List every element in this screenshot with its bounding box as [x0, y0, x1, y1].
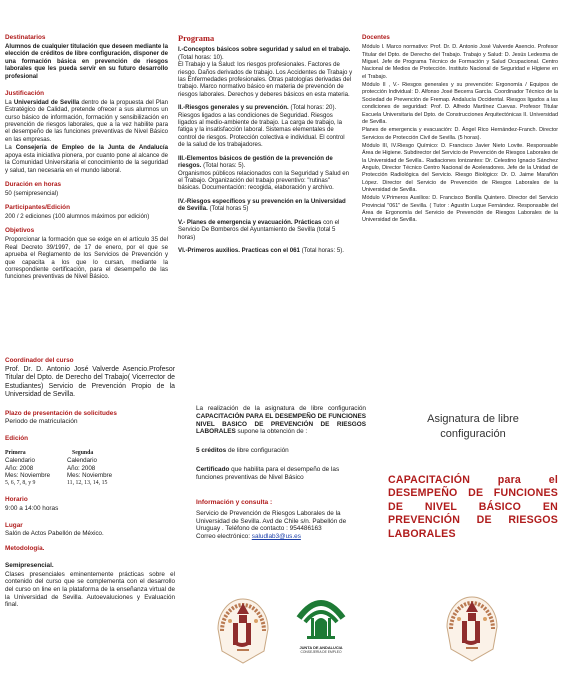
duracion-heading: Duración en horas: [5, 180, 62, 188]
text-run-bold: Certificado: [196, 466, 230, 474]
cover-title-line-2: DESEMPEÑO DE FUNCIONES: [388, 487, 558, 500]
edicion-days: 5, 6, 7, 8, y 9: [5, 479, 36, 486]
text-run: que habilita para el desempeño de las funciones preventivas de Nivel Básico: [196, 466, 340, 481]
edicion-segunda: [65, 450, 145, 487]
destinatarios-heading: Destinatarios: [5, 34, 46, 41]
duracion-text: 50 (semipresencial): [5, 189, 59, 197]
docentes-column: [362, 34, 558, 225]
docentes-planes: Planes de emergencia y evacuación: D. Ángel Rico Hernández-Franch. Director Servicios de Protección Civil de Sevilla. (5 horas).: [362, 127, 558, 141]
modulo-6-hours: (Total horas: 5).: [299, 246, 344, 254]
text-run: dentro de la propuesta del Plan Estratégico de Calidad, pretende ofrecer a sus alumnos un curso básico de información, formación y sensibilización en prevención de riesgos laborales, que a la vez habilite para el desempeño de las funciones preventivas de Nivel Básico en las empresas.: [5, 98, 168, 143]
justificacion-text-2: [5, 144, 168, 174]
email-link[interactable]: saludlab3@us.es: [251, 533, 301, 541]
plazo-text: Periodo de matriculación: [5, 418, 78, 426]
modulo-3-heading: III.-Elementos básicos de gestión de la prevención de riesgos.: [178, 154, 333, 170]
lugar-text: Salón de Actos Pabellón de México.: [5, 530, 104, 538]
modulo-4-heading: IV.-Riesgos específicos y su prevención en la Universidad de Sevilla.: [178, 197, 346, 213]
text-run-bold: 5 créditos: [196, 447, 227, 455]
info-heading: Información y consulta :: [196, 498, 273, 506]
cover-subtitle: [388, 412, 558, 442]
edicion-year: Año: 2008: [67, 464, 96, 472]
modulo-1-hours: (Total horas: 10).: [178, 53, 224, 61]
text-run: apoya esta iniciativa pionera, por cuanto pone al alcance de la Comunidad Universitaria el conocimiento de la seguridad y salud, tan necesaria en el mundo laboral.: [5, 151, 168, 174]
text-run: La: [5, 98, 14, 106]
edicion-heading: Edición: [5, 435, 29, 443]
universidad-sevilla-logo-cover: [441, 583, 503, 663]
left-column: [5, 34, 168, 281]
programa-column: [178, 34, 353, 254]
modulo-2-hours: (Total horas: 20).: [288, 104, 337, 112]
horario-heading: Horario: [5, 495, 28, 503]
programa-title: Programa: [178, 34, 215, 43]
modulo-3-hours: (Total horas: 5).: [201, 162, 246, 170]
justificacion-text-1: [5, 99, 168, 144]
realizacion-text: [196, 405, 366, 436]
bottom-left-column: [5, 357, 175, 609]
justificacion-heading: Justificación: [5, 89, 45, 97]
edicion-table: [5, 450, 175, 487]
text-run-bold: CAPACITACIÓN PARA EL DESEMPEÑO DE FUNCIONES NIVEL BASICO DE PREVENCIÓN DE RIESGOS LABORALES: [196, 412, 366, 436]
edicion-primera-label: Primera: [5, 450, 26, 457]
cover-title: [388, 474, 558, 542]
docentes-modulo-1: Módulo I. Marco normativo: Prof. Dr. D. Antonio José Valverde Asencio. Profesor Titular del Dpto. de Derecho del Trabajo. Trabajo y Salud: D. Jesús Ledesma de Miguel. Jefe de Programa Técnico de Formación y Salud Ocupacional. Centro Nacional de Medios de Protección. Instituto Nacional de Seguridad e Higiene en el Trabajo.: [362, 44, 558, 80]
modulo-5: [178, 219, 353, 241]
objetivos-heading: Objetivos: [5, 227, 35, 235]
junta-andalucia-logo: [293, 592, 349, 666]
edicion-mes: Mes: Noviembre: [5, 472, 51, 480]
cover-title-line-4: PREVENCIÓN DE RIESGOS: [388, 514, 558, 527]
edicion-mes: Mes: Noviembre: [67, 472, 113, 480]
objetivos-text: Proporcionar la formación que se exige en el artículo 35 del Real Decreto 39/1997, de 17 de enero, por el que se aprueba el Reglamento de los Servicios de Prevención y que capacita a los que lo cursan, mediante la correspondiente certificación, para el desempeño de las funciones preventivas de Nivel Básico.: [5, 236, 168, 281]
cover-subtitle-line-2: configuración: [440, 427, 506, 440]
edicion-year: Año: 2008: [5, 464, 34, 472]
junta-label: JUNTA DE ANDALUCIA: [299, 645, 343, 651]
edicion-primera: [5, 450, 65, 487]
modulo-2-body: Riesgos ligados a las condiciones de Seguridad. Riesgos ligados al medio-ambiente de trabajo. La carga de trabajo, la fatiga y la insatisfacción laboral. Sistemas elementales de control de riesgos. Protección colectiva e individual. El control de la salud de los trabajadores.: [178, 111, 345, 149]
cover-title-line-3: DE NIVEL BÁSICO EN: [388, 500, 558, 513]
modulo-1-body: El Trabajo y la Salud: los riesgos profesionales. Factores de riesgo. Daños derivados de trabajo. Los Accidentes de Trabajo y las Enfermedades profesionales. Otras patologías derivadas del trabajo. Marco normativo básico en materia de prevención de riesgos laborales. Derechos y deberes básicos en esta materia.: [178, 61, 353, 98]
junta-sublabel: CONSEJERÍA DE EMPLEO: [300, 650, 342, 655]
text-run-bold: Universidad de Sevilla: [13, 98, 80, 106]
cover-subtitle-line-1: Asignatura de libre: [427, 413, 519, 425]
text-run: La realización de la asignatura de libre configuración: [196, 405, 366, 412]
plazo-heading: Plazo de presentación de solicitudes: [5, 409, 117, 417]
modulo-3: [178, 155, 353, 192]
text-run-bold: Consejería de Empleo de la Junta de Andalucía: [15, 144, 168, 152]
docentes-modulo-2: Módulo II , V.- Riesgos generales y su prevención: Ergonomía / Equipos de protección Individual: D. Alfonso José Becerra García. Coordinador Técnico de la Sociedad de Prevención de Fremap. Andalucía Occidental. Riesgos ligados a las condiciones de seguridad: Prof. D. Alfredo Martínez Cuevas. Profesor Titular Escuela Universitaria del Dpto. de Construcciones Arquitectónicas II. Universidad de Sevilla.: [362, 82, 558, 125]
modulo-5-body: con el Servicio De Bomberos del Ayuntamiento de Sevilla (total 5 horas): [178, 218, 340, 241]
lugar-heading: Lugar: [5, 521, 23, 529]
text-run: supone la obtención de :: [235, 428, 308, 436]
coordinador-heading: Coordinador del curso: [5, 357, 74, 364]
modulo-1: [178, 46, 353, 98]
horario-text: 9:00 a 14:00 horas: [5, 504, 59, 512]
creditos-text: [196, 447, 366, 455]
cover-title-line-1: CAPACITACIÓN para el: [388, 473, 558, 486]
universidad-sevilla-seal-icon: [441, 583, 503, 663]
docentes-modulo-5: Módulo V.Primeros Auxilios: D. Francisco Bonilla Quintero. Director del Servicio Provincial "061" de Sevilla. ( Tutor : Agustín Luque Fernández. Responsable del Área de Ergonomía del Servicio de Prevención de Riesgos Laborales de la Universidad de Sevilla.: [362, 195, 558, 224]
universidad-sevilla-logo: [212, 585, 274, 665]
edicion-segunda-label: Segunda: [72, 450, 94, 457]
modulo-6-heading: VI.-Primeros auxilios. Practicas con el 061: [178, 246, 300, 254]
edicion-days: 11, 12, 13, 14, 15: [67, 479, 108, 486]
junta-andalucia-emblem-icon: [293, 592, 349, 642]
edicion-calendario: Calendario: [67, 457, 97, 465]
coordinador-text: Prof. Dr. D. Antonio José Valverde Asencio.Profesor Titular del Dpto. de Derecho del Trabajo( Vicerrector de Estudiantes) Servicio de Prevención Propio de la Universidad de Sevilla.: [5, 365, 175, 399]
certificado-text: [196, 466, 366, 482]
destinatarios-text: Alumnos de cualquier titulación que deseen mediante la elección de créditos de libre configuración, disponer de una formación básica en prevención de riesgos laborales que les pueda servir en su futuro desarrollo profesional: [5, 42, 168, 80]
edicion-calendario: Calendario: [5, 457, 35, 465]
modulo-6: [178, 247, 353, 254]
bottom-middle-column: [196, 405, 366, 541]
correo-line: [196, 533, 366, 541]
universidad-sevilla-seal-icon: [212, 585, 274, 665]
info-text: Servicio de Prevención de Riesgos Laborales de la Universidad de Sevilla. Avd de Chile s/n. Pabellón de Uruguay . Teléfono de contacto : 954486163: [196, 509, 347, 533]
participantes-text: 200 / 2 ediciones (100 alumnos máximos por edición): [5, 213, 150, 220]
docentes-heading: Docentes: [362, 34, 390, 41]
correo-label: Correo electrónico:: [196, 533, 252, 541]
docentes-modulo-3-4: Módulo III, IV.Riesgo Químico: D. Francisco Javier Nieto Lovite. Responsable Área de Higiene. Subdirector del Servicio de Prevención de Riesgos Laborales de la Universidad de Sevilla.. Radiaciones Ionizantes: Dr. Celestino Ignacio Sánchez Angulo, Director Técnico Centro Nacional de Aceleradores. Jefe de la Unidad de Protección Radiológica del Servicio. Riesgo Biológico: Dr. D. Jaime Marañón López. Director del Servicio de Prevención de Riesgos Laborales de la Universidad de Sevilla.: [362, 142, 558, 193]
modulo-2: [178, 104, 353, 149]
modulo-3-body: Organismos públicos relacionados con la Seguridad y Salud en el Trabajo. Organización del trabajo preventivo: "rutinas" básicas. Documentación: recogida, elaboración y archivo.: [178, 169, 350, 192]
modulo-5-heading: V.- Planes de emergencia y evacuación. Prácticas: [178, 218, 322, 226]
text-run: La: [5, 144, 16, 152]
text-run: de libre configuración: [226, 447, 289, 455]
modulo-4: [178, 198, 353, 213]
cover-panel: [388, 412, 558, 541]
metodologia-heading: Metodología.: [5, 544, 45, 552]
modulo-4-hours: (Total horas 5): [207, 205, 249, 213]
modulo-1-heading: I.-Conceptos básicos sobre seguridad y salud en el trabajo.: [178, 46, 351, 54]
modulo-2-heading: II.-Riesgos generales y su prevención.: [178, 104, 289, 112]
cover-title-line-5: LABORALES: [388, 527, 456, 540]
semipresencial-heading: Semipresencial.: [5, 561, 54, 569]
participantes-heading: Participantes/Edición: [5, 204, 70, 212]
semipresencial-text: Clases presenciales eminentemente prácticas sobre el contenido del curso que se complementa con el desarrollo del curso on line en la plataforma de la enseñanza virtual de la Universidad de Sevilla. Autoevaluciones y Evaluación final.: [5, 570, 175, 609]
